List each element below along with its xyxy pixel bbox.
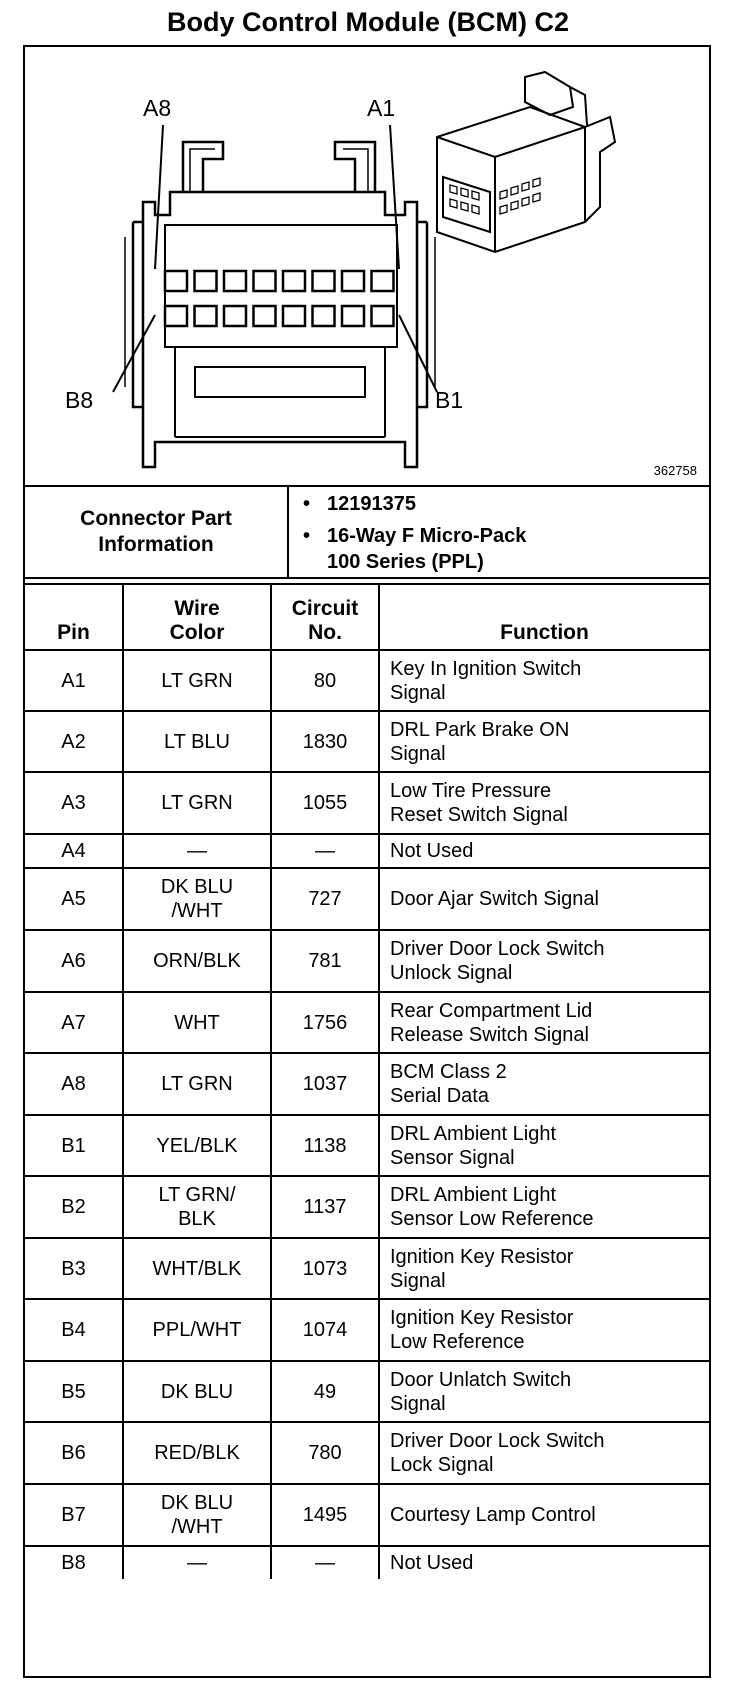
pin-cavity: [372, 271, 394, 291]
function-line1: Driver Door Lock Switch: [390, 1430, 605, 1452]
pinout-table: [25, 583, 709, 1579]
function-line1: Not Used: [390, 1552, 474, 1574]
pin-cavity: [224, 271, 246, 291]
pin-label-a1: A1: [367, 95, 396, 121]
pin-cell: B7: [25, 1484, 123, 1546]
connector-part-info: [25, 485, 709, 579]
function-cell: [379, 1115, 709, 1176]
circuit-cell: —: [271, 834, 379, 868]
connector-info-label: [25, 487, 289, 577]
function-cell: [379, 868, 709, 930]
table-row: [25, 992, 709, 1053]
pin-cell: B5: [25, 1361, 123, 1422]
circuit-cell: 1830: [271, 711, 379, 772]
pin-cavity: [254, 306, 276, 326]
pin-cavity: [342, 306, 364, 326]
connector-info-label-line1: Connector Part: [80, 507, 232, 530]
header-circuit-no: Circuit No.: [271, 584, 379, 650]
pin-cell: A1: [25, 650, 123, 711]
circuit-cell: 1756: [271, 992, 379, 1053]
function-cell: [379, 1361, 709, 1422]
pin-label-b8: B8: [65, 387, 94, 413]
pin-cell: B1: [25, 1115, 123, 1176]
part-number: • 12191375: [303, 491, 526, 517]
header-function: Function: [379, 584, 709, 650]
circuit-cell: 780: [271, 1422, 379, 1484]
function-line2: Signal: [390, 681, 446, 704]
pin-cavity: [313, 306, 335, 326]
pin-cell: A3: [25, 772, 123, 834]
wire-color-cell: DK BLU /WHT: [123, 868, 271, 930]
pin-cell: A8: [25, 1053, 123, 1115]
pin-cavity: [372, 306, 394, 326]
circuit-cell: 1138: [271, 1115, 379, 1176]
wire-color-cell: ORN/BLK: [123, 930, 271, 992]
table-row: [25, 1422, 709, 1484]
circuit-cell: —: [271, 1546, 379, 1579]
table-row: [25, 868, 709, 930]
circuit-cell: 1073: [271, 1238, 379, 1299]
pin-cavity: [195, 306, 217, 326]
function-cell: [379, 1176, 709, 1238]
pin-cavity: [165, 306, 187, 326]
wire-color-cell: —: [123, 1546, 271, 1579]
pin-cell: A2: [25, 711, 123, 772]
function-line1: Door Unlatch Switch: [390, 1368, 572, 1391]
circuit-cell: 1495: [271, 1484, 379, 1546]
table-row: [25, 1299, 709, 1361]
wire-color-cell: DK BLU /WHT: [123, 1484, 271, 1546]
page-title: Body Control Module (BCM) C2: [167, 7, 569, 37]
pin-cavity: [313, 271, 335, 291]
function-cell: [379, 834, 709, 868]
function-line1: BCM Class 2: [390, 1061, 507, 1083]
header-wire-color: Wire Color: [123, 584, 271, 650]
table-header-row: [25, 584, 709, 650]
function-cell: [379, 1053, 709, 1115]
function-line1: Key In Ignition Switch: [390, 657, 582, 680]
function-line1: Ignition Key Resistor: [390, 1307, 574, 1329]
function-line1: Ignition Key Resistor: [390, 1245, 574, 1268]
wire-color-cell: WHT: [123, 992, 271, 1053]
wire-color-cell: LT GRN: [123, 1053, 271, 1115]
circuit-cell: 727: [271, 868, 379, 930]
table-row: [25, 1546, 709, 1579]
circuit-cell: 1074: [271, 1299, 379, 1361]
pin-cell: B6: [25, 1422, 123, 1484]
circuit-cell: 1037: [271, 1053, 379, 1115]
table-row: [25, 1176, 709, 1238]
pin-cell: B4: [25, 1299, 123, 1361]
wire-color-cell: LT GRN/ BLK: [123, 1176, 271, 1238]
function-cell: [379, 650, 709, 711]
table-row: [25, 711, 709, 772]
wire-color-cell: LT GRN: [123, 772, 271, 834]
function-cell: [379, 1546, 709, 1579]
function-line2: Sensor Low Reference: [390, 1208, 594, 1230]
pin-cavity: [195, 271, 217, 291]
connector-info-label-line2: Information: [98, 533, 214, 556]
circuit-cell: 1055: [271, 772, 379, 834]
function-cell: [379, 1299, 709, 1361]
pin-cavity: [283, 271, 305, 291]
wire-color-cell: RED/BLK: [123, 1422, 271, 1484]
function-line2: Lock Signal: [390, 1454, 494, 1476]
pin-cell: B2: [25, 1176, 123, 1238]
function-line1: DRL Ambient Light: [390, 1122, 557, 1145]
wire-color-cell: YEL/BLK: [123, 1115, 271, 1176]
function-line1: Low Tire Pressure: [390, 780, 552, 802]
pin-cavity: [254, 271, 276, 291]
pin-cavity: [283, 306, 305, 326]
pin-cell: B8: [25, 1546, 123, 1579]
pin-cell: A6: [25, 930, 123, 992]
wire-color-cell: LT BLU: [123, 711, 271, 772]
table-row: [25, 1115, 709, 1176]
function-line1: Not Used: [390, 840, 474, 862]
function-cell: [379, 1238, 709, 1299]
function-cell: [379, 992, 709, 1053]
function-line2: Unlock Signal: [390, 962, 513, 984]
table-row: [25, 1361, 709, 1422]
function-line2: Signal: [390, 742, 446, 765]
wire-color-cell: DK BLU: [123, 1361, 271, 1422]
function-line1: DRL Ambient Light: [390, 1184, 557, 1206]
pin-cell: B3: [25, 1238, 123, 1299]
function-cell: [379, 772, 709, 834]
table-row: [25, 650, 709, 711]
pin-cavity: [342, 271, 364, 291]
figure-number: 362758: [653, 463, 697, 478]
wire-color-cell: LT GRN: [123, 650, 271, 711]
pin-cell: A4: [25, 834, 123, 868]
function-line1: Door Ajar Switch Signal: [390, 888, 599, 910]
pin-label-b1: B1: [435, 387, 464, 413]
table-row: [25, 1238, 709, 1299]
circuit-cell: 781: [271, 930, 379, 992]
connector-info-values: [303, 491, 526, 575]
circuit-cell: 49: [271, 1361, 379, 1422]
function-line2: Sensor Signal: [390, 1146, 515, 1169]
function-line2: Signal: [390, 1392, 446, 1415]
circuit-cell: 80: [271, 650, 379, 711]
wire-color-cell: WHT/BLK: [123, 1238, 271, 1299]
connector-description-line1: • 16-Way F Micro-Pack: [303, 523, 526, 549]
circuit-cell: 1137: [271, 1176, 379, 1238]
pin-label-a8: A8: [143, 95, 172, 121]
function-line1: Rear Compartment Lid: [390, 999, 593, 1022]
function-cell: [379, 711, 709, 772]
function-line1: Courtesy Lamp Control: [390, 1504, 596, 1526]
function-line1: DRL Park Brake ON: [390, 718, 570, 741]
function-line2: Serial Data: [390, 1085, 489, 1107]
function-cell: [379, 1422, 709, 1484]
wire-color-cell: PPL/WHT: [123, 1299, 271, 1361]
function-line2: Reset Switch Signal: [390, 804, 568, 826]
function-cell: [379, 1484, 709, 1546]
function-line2: Low Reference: [390, 1331, 525, 1353]
table-row: [25, 930, 709, 992]
wire-color-cell: —: [123, 834, 271, 868]
function-line1: Driver Door Lock Switch: [390, 938, 605, 960]
pin-cavity: [224, 306, 246, 326]
table-row: [25, 772, 709, 834]
function-line2: Release Switch Signal: [390, 1023, 589, 1046]
function-cell: [379, 930, 709, 992]
table-row: [25, 1484, 709, 1546]
table-row: [25, 834, 709, 868]
function-line2: Signal: [390, 1269, 446, 1292]
connector-description-line2: 100 Series (PPL): [327, 551, 484, 573]
connector-diagram: [25, 47, 709, 485]
header-pin: Pin: [25, 584, 123, 650]
pin-cell: A7: [25, 992, 123, 1053]
table-row: [25, 1053, 709, 1115]
pin-cell: A5: [25, 868, 123, 930]
pin-cavity: [165, 271, 187, 291]
document-frame: [23, 45, 711, 1678]
